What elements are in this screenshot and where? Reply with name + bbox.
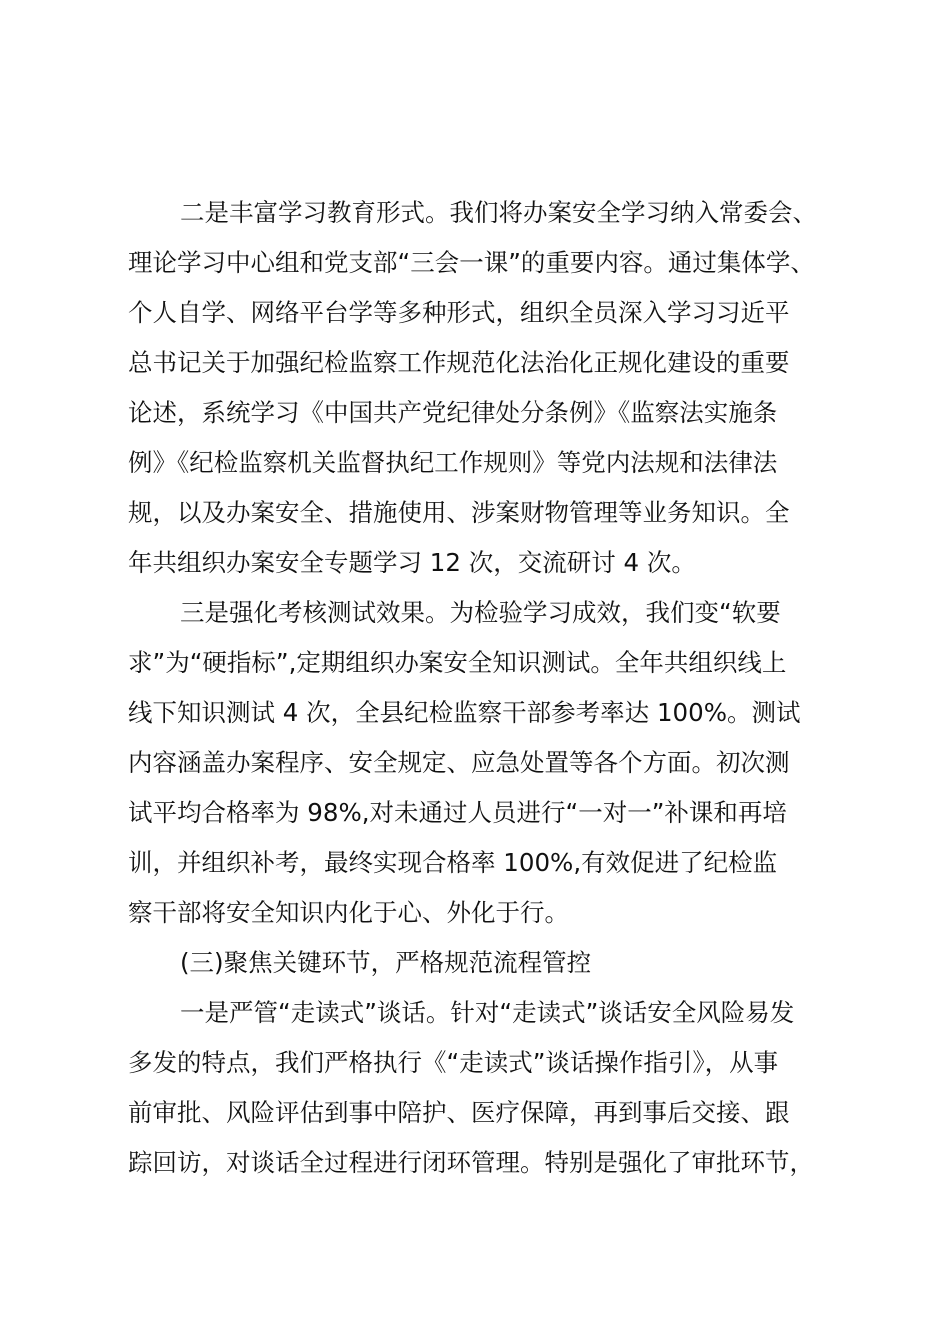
paragraph-1-line-4: 总书记关于加强纪检监察工作规范化法治化正规化建设的重要 bbox=[128, 348, 790, 377]
paragraph-1-line-5: 论述，系统学习《中国共产党纪律处分条例》《监察法实施条 bbox=[128, 398, 778, 427]
paragraph-2-line-6: 训，并组织补考，最终实现合格率 100%,有效促进了纪检监 bbox=[128, 848, 778, 877]
paragraph-2-line-1: 三是强化考核测试效果。为检验学习成效，我们变“软要 bbox=[180, 598, 781, 627]
paragraph-1-line-8: 年共组织办案安全专题学习 12 次，交流研讨 4 次。 bbox=[128, 548, 696, 577]
paragraph-3-line-3: 前审批、风险评估到事中陪护、医疗保障，再到事后交接、跟 bbox=[128, 1098, 790, 1127]
paragraph-3-line-2: 多发的特点，我们严格执行《“走读式”谈话操作指引》，从事 bbox=[128, 1048, 779, 1077]
paragraph-1-line-3: 个人自学、网络平台学等多种形式，组织全员深入学习习近平 bbox=[128, 298, 790, 327]
paragraph-1-line-1: 二是丰富学习教育形式。我们将办案安全学习纳入常委会、 bbox=[180, 198, 817, 227]
paragraph-2-line-5: 试平均合格率为 98%,对未通过人员进行“一对一”补课和再培 bbox=[128, 798, 787, 827]
paragraph-1-line-6: 例》《纪检监察机关监督执纪工作规则》等党内法规和法律法 bbox=[128, 448, 778, 477]
paragraph-2-line-2: 求”为“硬指标”,定期组织办案安全知识测试。全年共组织线上 bbox=[128, 648, 787, 677]
paragraph-2-line-7: 察干部将安全知识内化于心、外化于行。 bbox=[128, 898, 569, 927]
paragraph-1-line-7: 规，以及办案安全、措施使用、涉案财物管理等业务知识。全 bbox=[128, 498, 790, 527]
paragraph-3-line-4: 踪回访，对谈话全过程进行闭环管理。特别是强化了审批环节， bbox=[128, 1148, 814, 1177]
paragraph-1-line-2: 理论学习中心组和党支部“三会一课”的重要内容。通过集体学、 bbox=[128, 248, 815, 277]
paragraph-2-line-4: 内容涵盖办案程序、安全规定、应急处置等各个方面。初次测 bbox=[128, 748, 790, 777]
paragraph-3-line-1: 一是严管“走读式”谈话。针对“走读式”谈话安全风险易发 bbox=[180, 998, 795, 1027]
section-heading: (三)聚焦关键环节，严格规范流程管控 bbox=[180, 948, 592, 977]
paragraph-2-line-3: 线下知识测试 4 次，全县纪检监察干部参考率达 100%。测试 bbox=[128, 698, 801, 727]
